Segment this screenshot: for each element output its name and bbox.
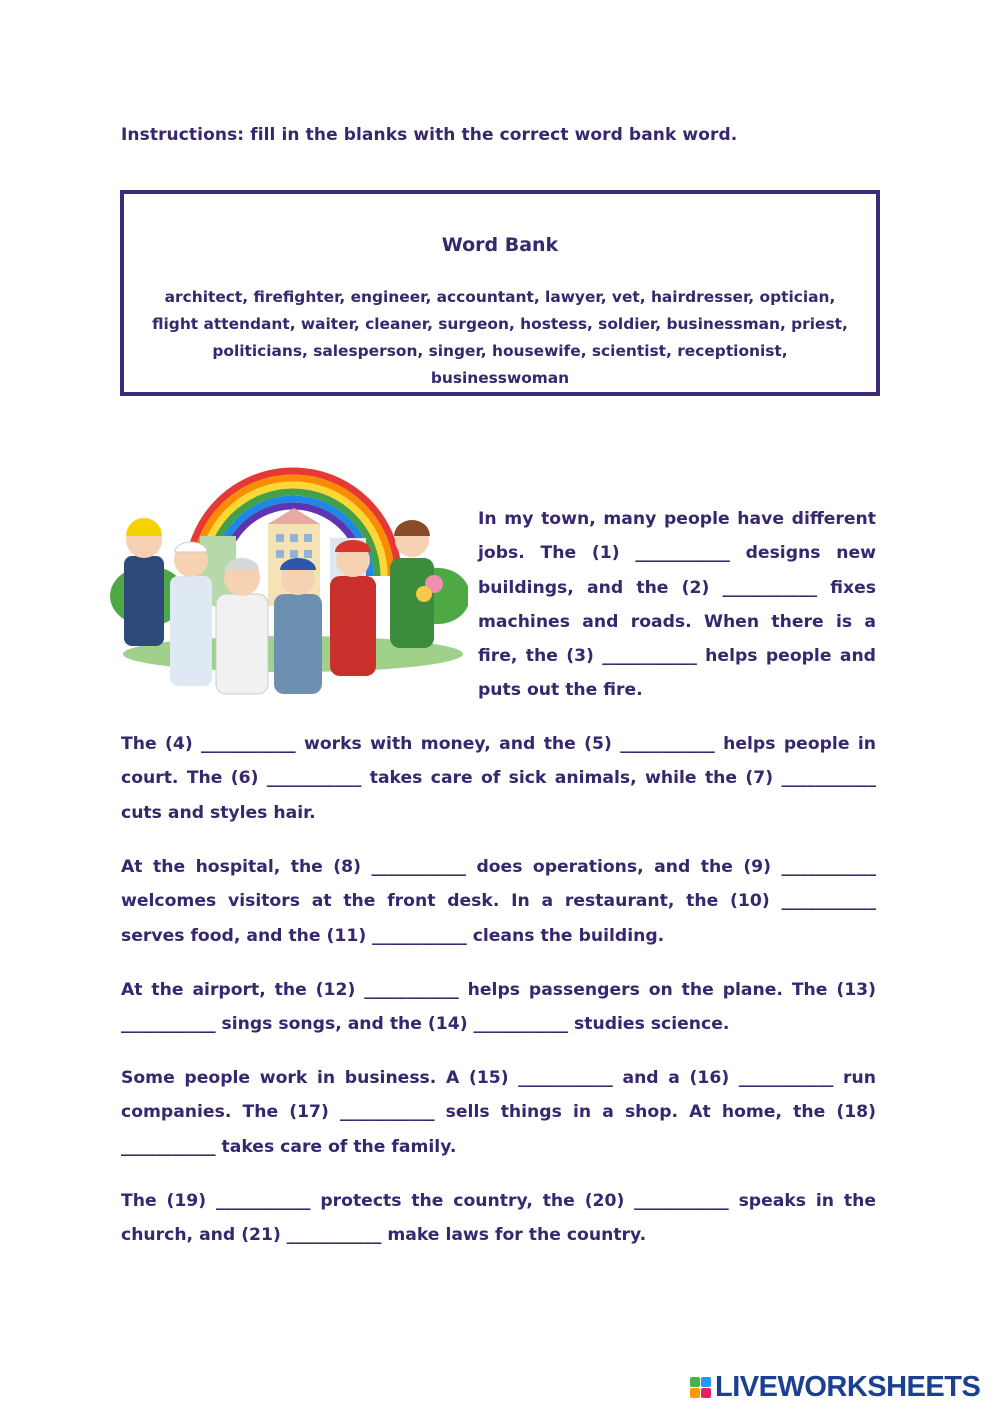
paragraph-5: Some people work in business. A (15) ___________ and a (16) ___________ run companies. The (17) ___________ sells things in a shop. At home, the (18) ___________ takes care of the family.	[121, 1068, 876, 1157]
paragraph-3: At the hospital, the (8) ___________ does operations, and the (9) ___________ welcomes visitors at the front desk. In a restaurant, the (10) ___________ serves food, and the (11) ___________ cleans the building.	[121, 857, 876, 946]
logo-text: LIVEWORKSHEETS	[715, 1370, 981, 1403]
paragraph-6: The (19) ___________ protects the country, the (20) ___________ speaks in the church, and (21) ___________ make laws for the country.	[121, 1191, 876, 1246]
worker-baker-icon	[330, 540, 376, 676]
word-bank-box	[120, 190, 880, 396]
paragraph-4: At the airport, the (12) ___________ helps passengers on the plane. The (13) ___________ sings songs, and the (14) ___________ studies science.	[121, 980, 876, 1035]
worker-cook-icon	[274, 558, 322, 694]
workers-illustration	[108, 466, 468, 698]
paragraph-1: In my town, many people have different jobs. The (1) ___________ designs new buildings, and the (2) ___________ fixes machines and roads. When there is a fire, the (3) ___________ helps people and puts out the fire.	[478, 509, 876, 701]
paragraph-2: The (4) ___________ works with money, and the (5) ___________ helps people in court. The (6) ___________ takes care of sick animals, while the (7) ___________ cuts and styles hair.	[121, 734, 876, 823]
instructions: Instructions: fill in the blanks with the correct word bank word.	[121, 125, 738, 145]
worker-nurse-icon	[170, 542, 212, 686]
worker-construction-icon	[124, 518, 164, 646]
liveworksheets-logo-icon	[690, 1377, 711, 1398]
worker-florist-icon	[390, 520, 443, 648]
footer-logo	[690, 1372, 980, 1402]
word-bank-title: Word Bank	[441, 234, 559, 256]
word-bank-words: architect, firefighter, engineer, accountant, lawyer, vet, hairdresser, optician, flight attendant, waiter, cleaner, surgeon, hostess, soldier, businessman, priest, politicians, salesperson, singer, housewife, scientist, receptionist, businesswoman	[152, 288, 848, 387]
